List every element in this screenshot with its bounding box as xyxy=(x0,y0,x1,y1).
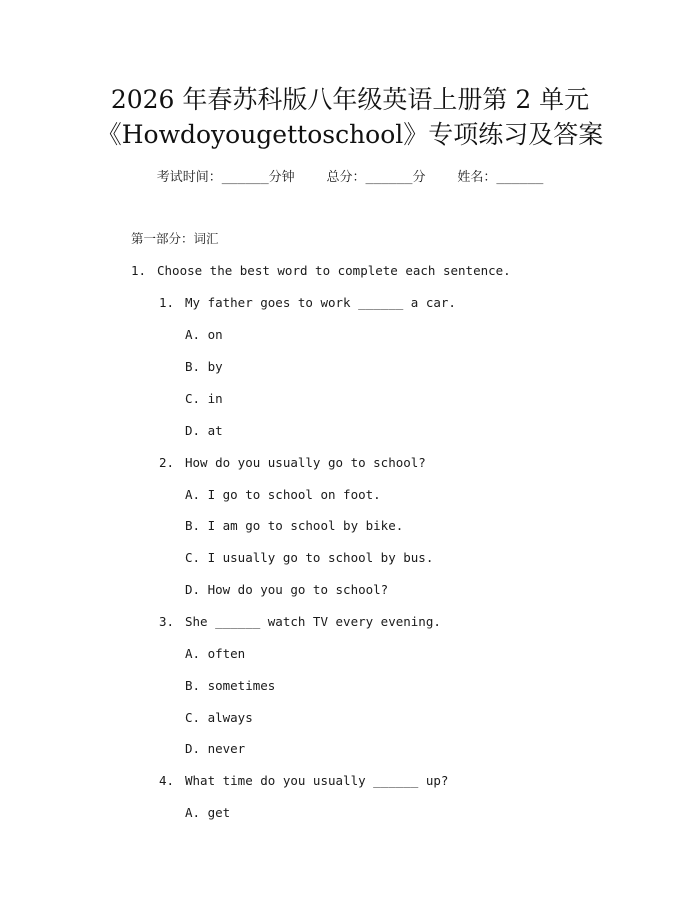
answer-option: A. I go to school on foot. xyxy=(185,487,381,502)
answer-option: C. I usually go to school by bus. xyxy=(185,550,434,565)
answer-option: A. often xyxy=(185,646,246,661)
exam-info-row xyxy=(0,168,700,188)
answer-option: B. sometimes xyxy=(185,678,276,693)
document-title-line2: 《Howdoyougettoschool》专项练习及答案 xyxy=(96,120,604,149)
document-title-line1: 2026 年春苏科版八年级英语上册第 2 单元 xyxy=(110,85,590,114)
answer-option: A. on xyxy=(185,327,223,342)
answer-option: D. at xyxy=(185,423,223,438)
question-number: 1. xyxy=(159,295,175,310)
question-number: 4. xyxy=(159,773,175,788)
question-text: My father goes to work ______ a car. xyxy=(185,295,456,310)
question-number: 2. xyxy=(159,455,175,470)
main-question-number: 1. xyxy=(131,263,147,278)
section-heading: 第一部分：词汇 xyxy=(131,231,219,246)
question-text: What time do you usually ______ up? xyxy=(185,773,449,788)
student-name: 姓名：______ xyxy=(457,170,544,185)
exam-time: 考试时间：______分钟 xyxy=(156,170,295,185)
answer-option: B. I am go to school by bike. xyxy=(185,518,404,533)
total-score: 总分：______分 xyxy=(326,170,426,185)
answer-option: D. How do you go to school? xyxy=(185,582,389,597)
main-question-text: Choose the best word to complete each sentence. xyxy=(157,263,511,278)
answer-option: D. never xyxy=(185,741,246,756)
answer-option: A. get xyxy=(185,805,231,820)
answer-option: B. by xyxy=(185,359,223,374)
answer-option: C. always xyxy=(185,710,253,725)
question-text: She ______ watch TV every evening. xyxy=(185,614,441,629)
answer-option: C. in xyxy=(185,391,223,406)
question-number: 3. xyxy=(159,614,175,629)
question-text: How do you usually go to school? xyxy=(185,455,426,470)
